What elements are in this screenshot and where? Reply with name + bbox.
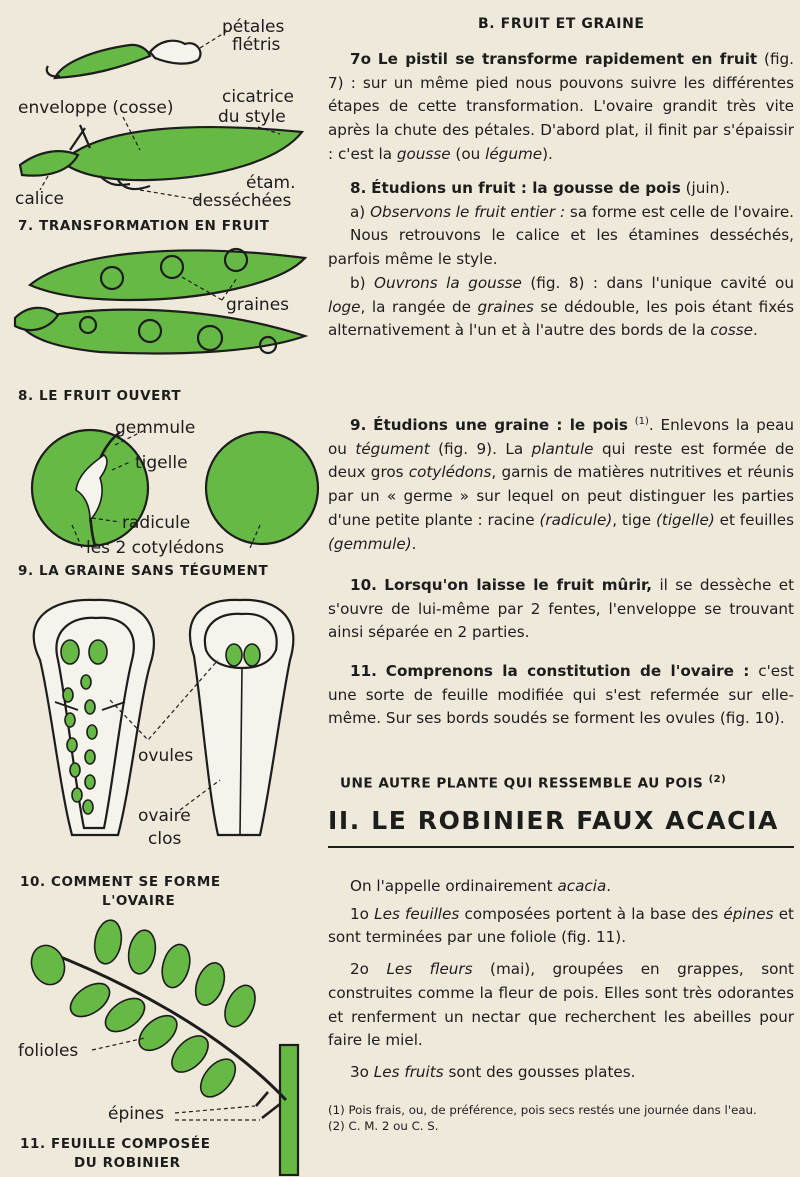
footnote-1: (1) Pois frais, ou, de préférence, pois secs restés une journée dans l'eau. [328, 1103, 757, 1117]
paragraph-9: 9. Étudions une graine : le pois $^{(1)}$. Enlevons la peau ou tégument (fig. 9). La plantule qui reste est formée de deux gros cotylédons, garnis de matières nutritives et réunis par un « germe » sur lequel on peut distinguer les parties d'une petite plante : racine (radicule), tige (tigelle) et feuilles (gemmule). [328, 416, 795, 553]
figure-11 [18, 918, 298, 1175]
young-pod-drawing [47, 41, 201, 78]
figures-column [0, 0, 320, 1177]
robinier-paragraphs: On l'appelle ordinairement acacia. 1o Les feuilles composées portent à la base des épines et sont terminées par une foliole (fig. 11). 2o Les fleurs (mai), groupées en grappes, sont construites comme la fleur de pois. Elles sont très odorantes et renferment un nectar que recherchent les abeilles pour faire le miel. 3o Les fruits sont des gousses plates. [328, 877, 794, 1081]
caption-fig11-line2: DU ROBINIER [74, 1155, 181, 1171]
label-tigelle: tigelle [135, 453, 188, 473]
label-fletris: flétris [232, 35, 281, 55]
caption-fig10-line2: L'OVAIRE [102, 893, 176, 909]
label-folioles: folioles [18, 1041, 79, 1061]
paragraph-11: 11. Comprenons la constitution de l'ovaire : c'est une sorte de feuille modifiée qui s'est refermée sur elle-même. Sur ses bords soudés se forment les ovules (fig. 10). [328, 662, 794, 728]
label-clos: clos [148, 829, 182, 849]
label-radicule: radicule [122, 513, 191, 533]
label-du-style: du style [218, 107, 286, 127]
figure-9 [18, 418, 318, 579]
label-gemmule: gemmule [115, 418, 196, 438]
label-cotyledons: les 2 cotylédons [86, 538, 225, 558]
caption-fig8: 8. LE FRUIT OUVERT [18, 388, 182, 404]
footnotes [328, 1102, 794, 1134]
label-enveloppe: enveloppe (cosse) [18, 98, 174, 118]
ovary-open-drawing [34, 600, 154, 835]
label-ovaire: ovaire [138, 806, 191, 826]
section-heading: B. FRUIT ET GRAINE [478, 16, 645, 32]
figure-7 [15, 17, 302, 234]
caption-fig11-line1: 11. FEUILLE COMPOSÉE [20, 1136, 211, 1152]
chapter-title: II. LE ROBINIER FAUX ACACIA [328, 806, 779, 835]
seed-closed-drawing [206, 432, 318, 544]
label-dessechees: desséchées [192, 191, 292, 211]
figure-10 [20, 600, 293, 909]
caption-fig7: 7. TRANSFORMATION EN FRUIT [18, 218, 270, 234]
caption-fig9: 9. LA GRAINE SANS TÉGUMENT [18, 563, 269, 579]
paragraph-10: 10. Lorsqu'on laisse le fruit mûrir, il se dessèche et s'ouvre de lui-même par 2 fentes, l'enveloppe se trouvant ainsi séparée en 2 parties. [328, 576, 795, 642]
footnote-2: (2) C. M. 2 ou C. S. [328, 1119, 439, 1133]
figure-8 [15, 249, 305, 404]
label-ovules: ovules [138, 746, 194, 766]
label-epines: épines [108, 1104, 165, 1124]
label-cicatrice: cicatrice [222, 87, 295, 107]
label-calice: calice [15, 189, 65, 209]
ovary-closed-drawing [190, 600, 293, 835]
title-rule [328, 846, 794, 848]
paragraph-8: 8. Étudions un fruit : la gousse de pois (juin). a) Observons le fruit entier : sa forme est celle de l'ovaire. Nous retrouvons le calice et les étamines desséchés, parfois même le style. b) Ouvrons la gousse (fig. 8) : dans l'unique cavité ou loge, la rangée de graines se dédouble, les pois étant fixés alternativement à l'un et à l'autre des bords de la cosse. [328, 179, 794, 340]
caption-fig10-line1: 10. COMMENT SE FORME [20, 874, 221, 890]
sub-heading: UNE AUTRE PLANTE QUI RESSEMBLE AU POIS $^{(2)}$ [340, 774, 727, 792]
paragraph-7: 7o Le pistil se transforme rapidement en fruit (fig. 7) : sur un même pied nous pouvons suivre les différentes étapes de cette transformation. L'ovaire grandit très vite après la chute des pétales. D'abord plat, il finit par s'épaissir : c'est la gousse (ou légume). [328, 50, 795, 163]
label-graines: graines [226, 295, 290, 315]
label-etam: étam. [246, 173, 296, 193]
label-petales-fletris: pétales [222, 17, 285, 37]
